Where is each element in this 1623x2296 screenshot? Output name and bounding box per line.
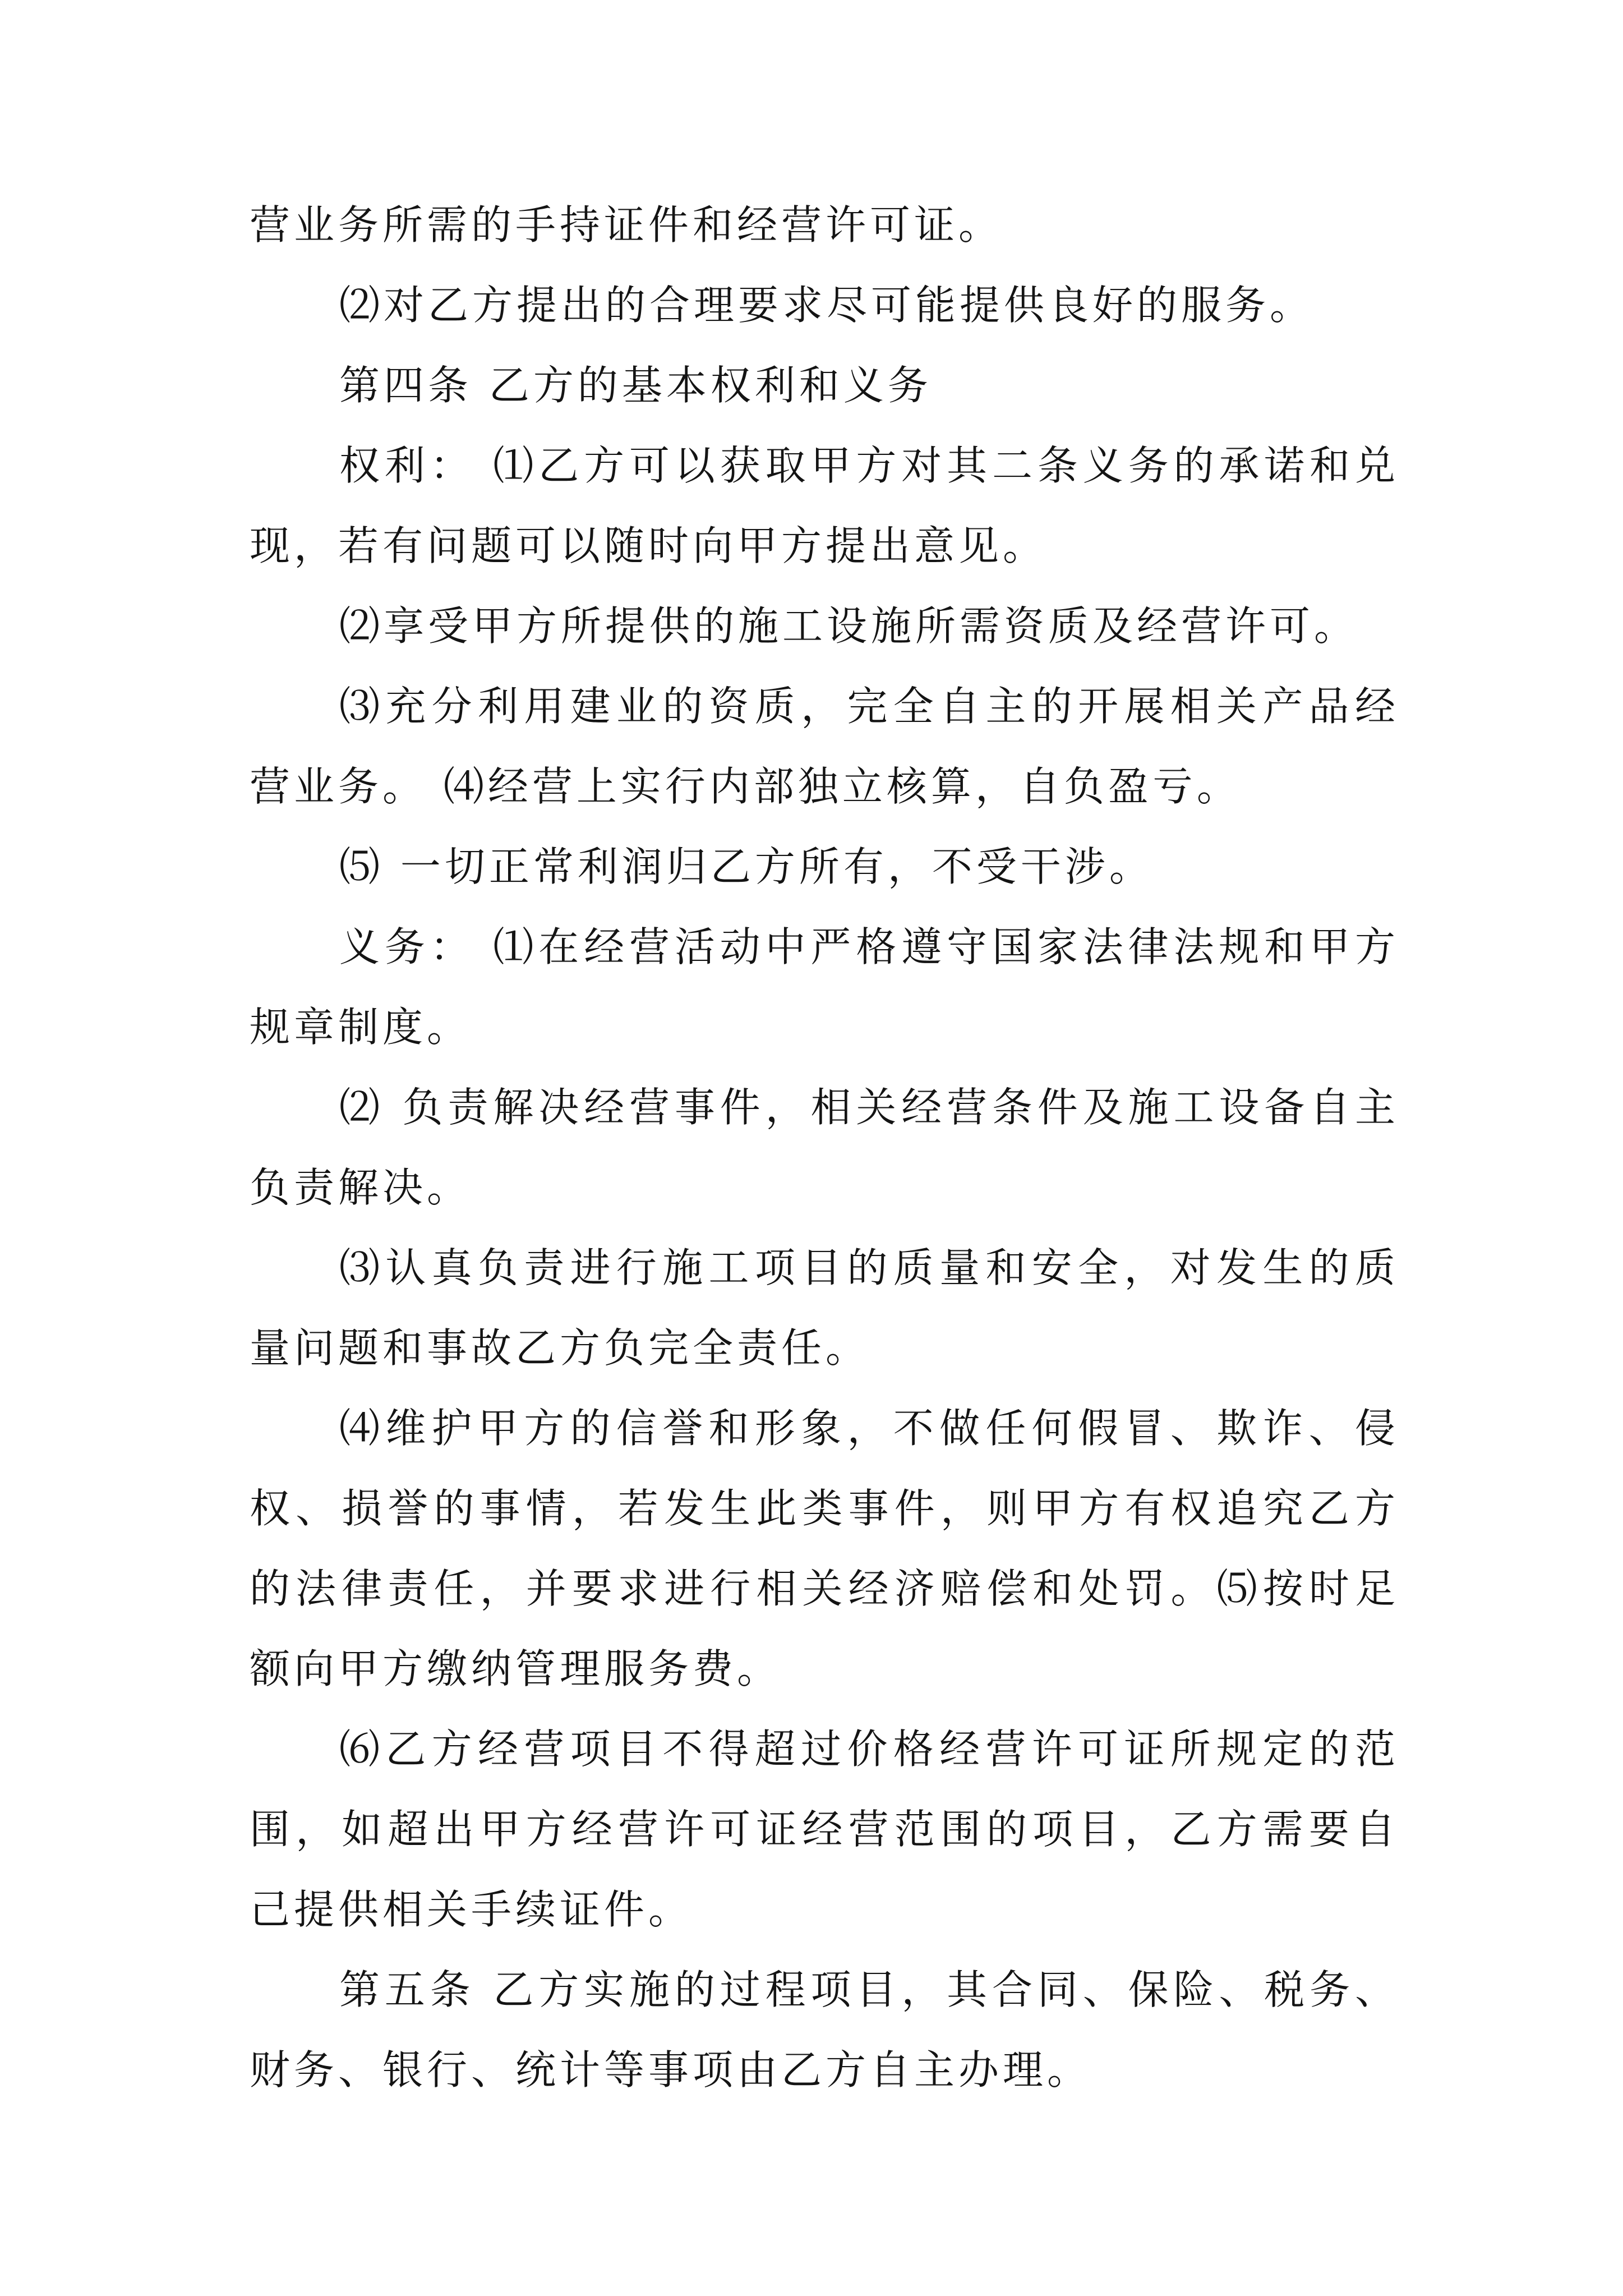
paragraph-duties-3: ⑶认真负责进行施工项目的质量和安全，对发生的质量问题和事故乙方负完全责任。 — [250, 1244, 1399, 1372]
paragraph-duties-6: ⑹乙方经营项目不得超过价格经营许可证所规定的范围，如超出甲方经营许可证经营范围的项目，乙方需要自己提供相关手续证件。 — [250, 1726, 1399, 1933]
paragraph-continuation: 营业务所需的手持证件和经营许可证。 — [250, 201, 1003, 249]
article-5-paragraph: 第五条 乙方实施的过程项目，其合同、保险、税务、财务、银行、统计等事项由乙方自主办理。 — [250, 1966, 1399, 2093]
paragraph-rights-1: 权利： ⑴乙方可以获取甲方对其二条义务的承诺和兑现，若有问题可以随时向甲方提出意见。 — [250, 442, 1399, 569]
article-4-heading: 第四条 乙方的基本权利和义务 — [339, 362, 932, 409]
document-body — [250, 185, 1399, 2110]
paragraph-rights-2: ⑵享受甲方所提供的施工设施所需资质及经营许可。 — [339, 602, 1359, 650]
paragraph-duties-1: 义务： ⑴在经营活动中严格遵守国家法律法规和甲方规章制度。 — [250, 923, 1399, 1051]
paragraph-rights-3-4: ⑶充分利用建业的资质，完全自主的开展相关产品经营业务。 ⑷经营上实行内部独立核算，自负盈亏。 — [250, 683, 1399, 810]
paragraph-duties-4-5: ⑷维护甲方的信誉和形象，不做任何假冒、欺诈、侵权、损誉的事情，若发生此类事件，则甲方有权追究乙方的法律责任，并要求进行相关经济赔偿和处罚。⑸按时足额向甲方缴纳管理服务费。 — [250, 1405, 1399, 1692]
paragraph-rights-5: ⑸ 一切正常利润归乙方所有，不受干涉。 — [339, 843, 1154, 890]
paragraph-obligation-2: ⑵对乙方提出的合理要求尽可能提供良好的服务。 — [339, 282, 1315, 329]
paragraph-duties-2: ⑵ 负责解决经营事件，相关经营条件及施工设备自主负责解决。 — [250, 1084, 1399, 1211]
